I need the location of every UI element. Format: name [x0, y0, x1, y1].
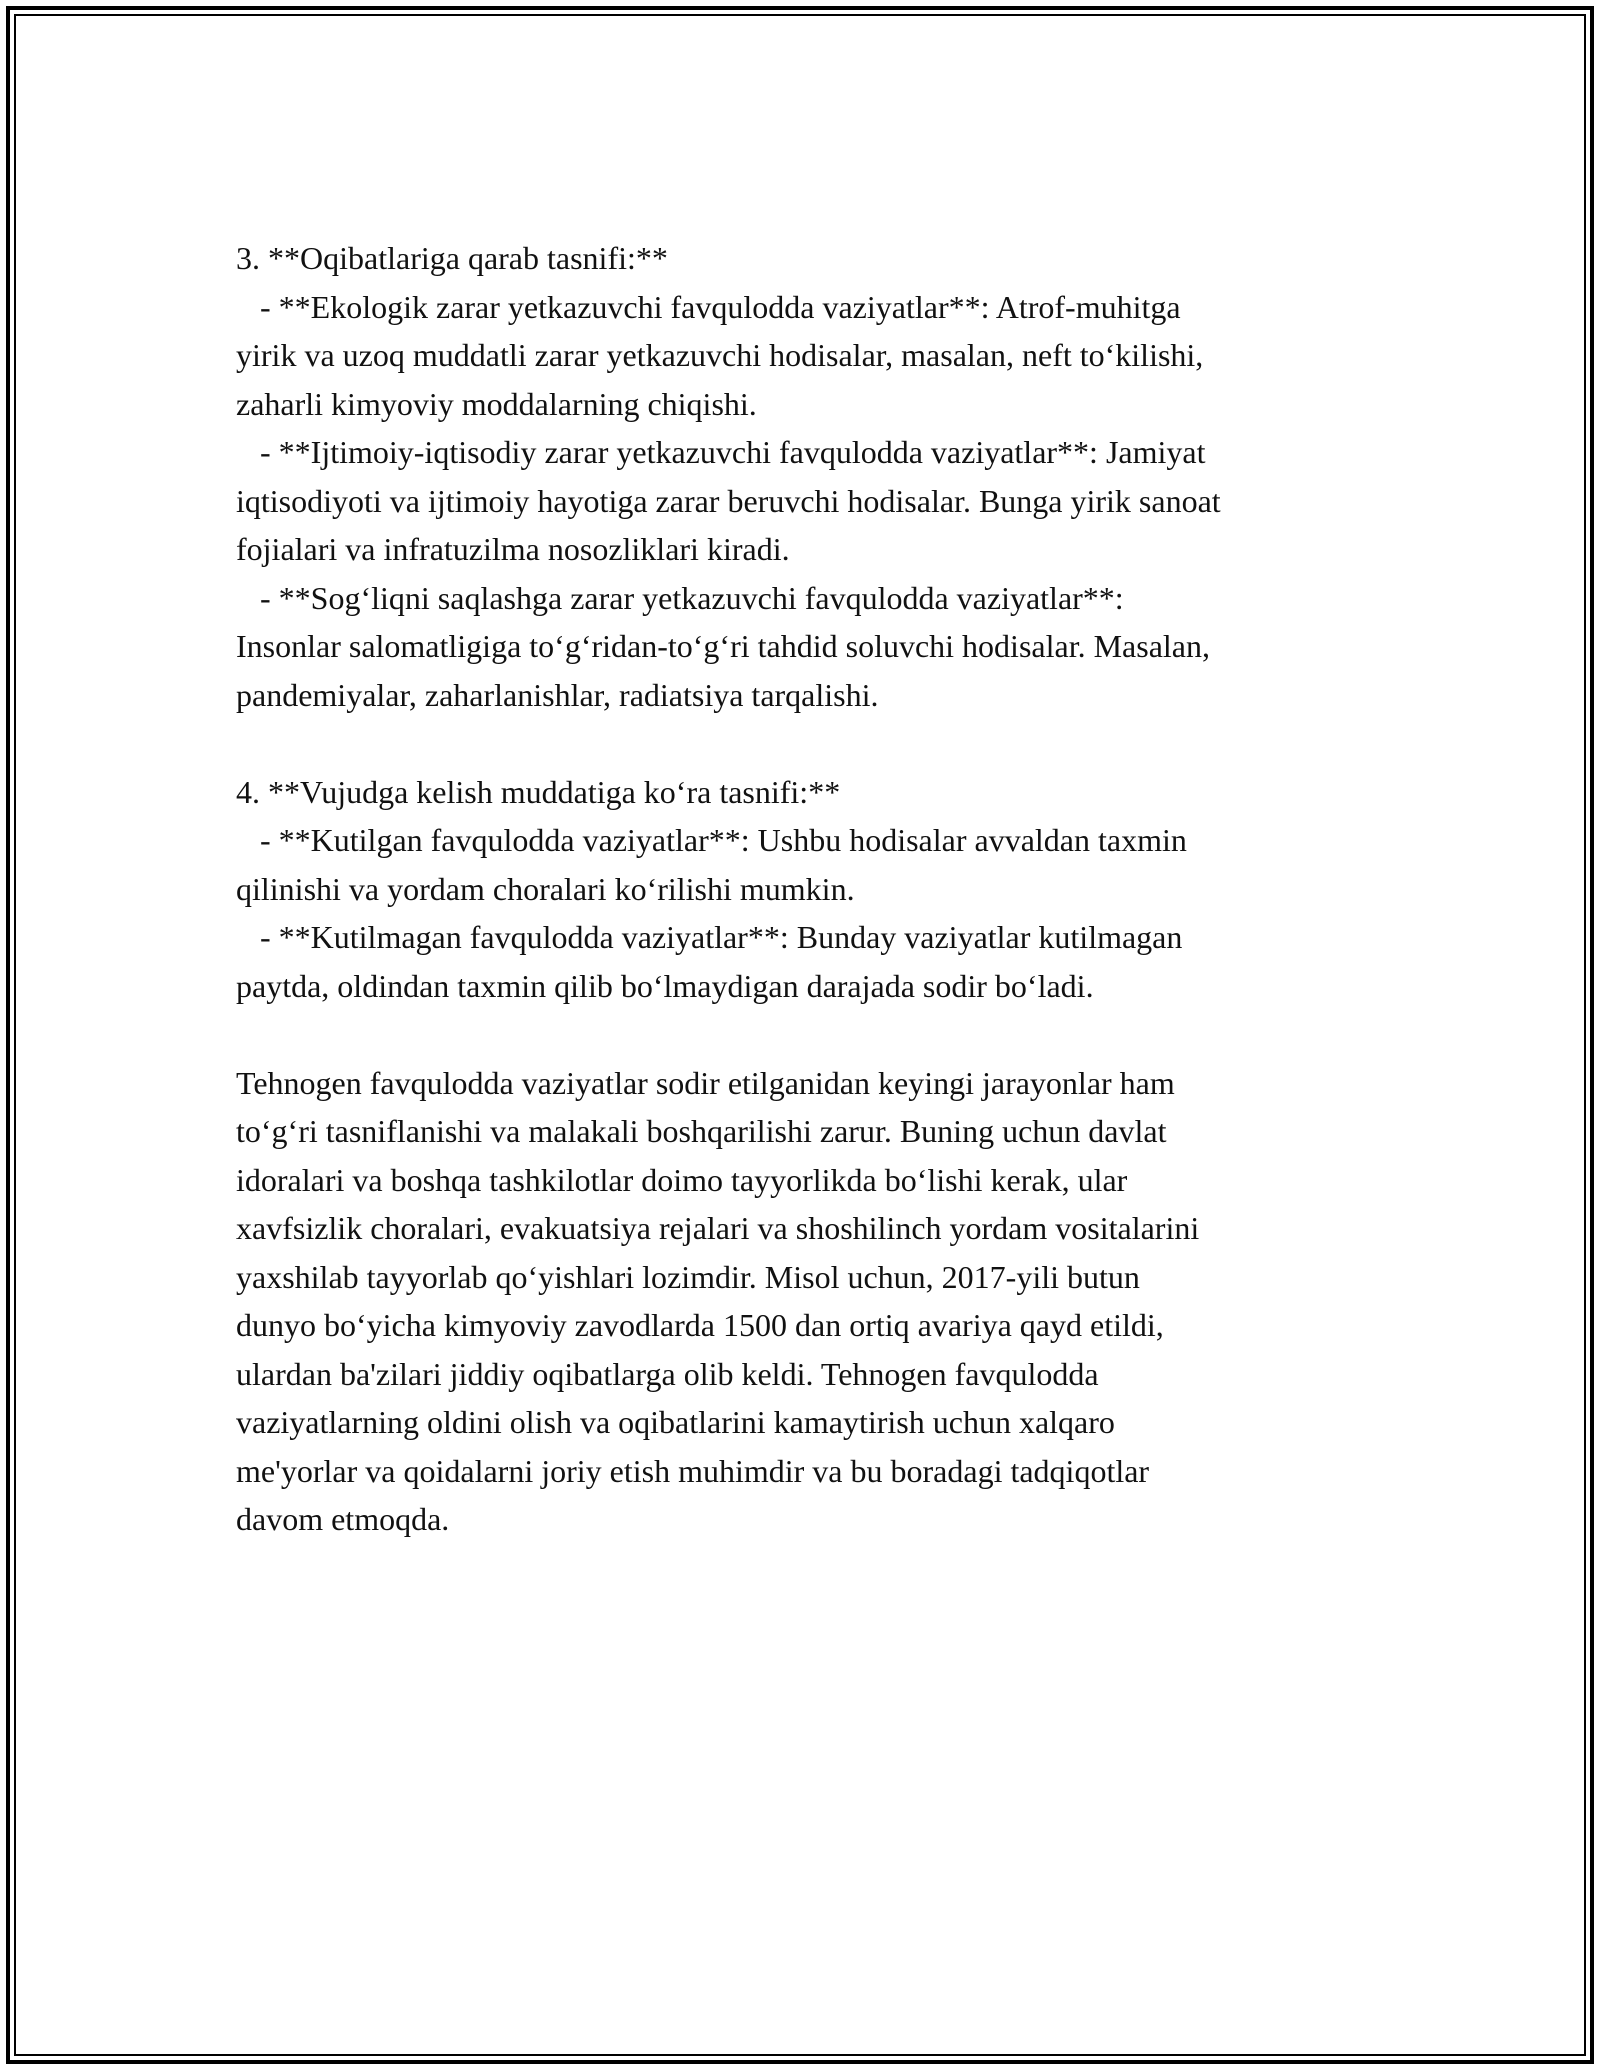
conclusion-line: me'yorlar va qoidalarni joriy etish muhimdir va bu boradagi tadqiqotlar — [236, 1452, 1150, 1489]
section-3-line: zaharli kimyoviy moddalarning chiqishi. — [236, 385, 757, 422]
conclusion-line: to‘g‘ri tasniflanishi va malakali boshqarilishi zarur. Buning uchun davlat — [236, 1113, 1167, 1149]
conclusion-line: vaziyatlarning oldini olish va oqibatlarini kamaytirish uchun xalqaro — [236, 1404, 1115, 1440]
section-4-line: - **Kutilmagan favqulodda vaziyatlar**: Bunday vaziyatlar kutilmagan — [236, 919, 1183, 955]
section-4-heading: 4. **Vujudga kelish muddatiga ko‘ra tasnifi:** — [236, 773, 841, 810]
conclusion-line: davom etmoqda. — [236, 1501, 450, 1537]
section-3-line: - **Ekologik zarar yetkazuvchi favqulodda vaziyatlar**: Atrof-muhitga — [236, 288, 1181, 325]
paragraph-gap — [236, 719, 1376, 768]
section-4-line: qilinishi va yordam choralari ko‘rilishi mumkin. — [236, 870, 855, 907]
section-3-line: iqtisodiyoti va ijtimoiy hayotiga zarar beruvchi hodisalar. Bunga yirik sanoat — [236, 482, 1221, 519]
paragraph-gap — [236, 1010, 1376, 1059]
section-4-line: - **Kutilgan favqulodda vaziyatlar**: Ushbu hodisalar avvaldan taxmin — [236, 822, 1187, 858]
section-3-line: - **Sog‘liqni saqlashga zarar yetkazuvchi favqulodda vaziyatlar**: — [236, 579, 1124, 616]
conclusion-line: dunyo bo‘yicha kimyoviy zavodlarda 1500 dan ortiq avariya qayd etildi, — [236, 1307, 1164, 1343]
conclusion-line: ulardan ba'zilari jiddiy oqibatlarga olib keldi. Tehnogen favqulodda — [236, 1355, 1099, 1392]
section-4 — [236, 768, 1376, 1011]
document-body — [236, 234, 1376, 1544]
section-4-line: paytda, oldindan taxmin qilib bo‘lmaydigan darajada sodir bo‘ladi. — [236, 967, 1094, 1004]
section-3 — [236, 234, 1376, 719]
section-3-line: yirik va uzoq muddatli zarar yetkazuvchi hodisalar, masalan, neft to‘kilishi, — [236, 337, 1204, 373]
conclusion-paragraph — [236, 1059, 1376, 1544]
section-3-heading: 3. **Oqibatlariga qarab tasnifi:** — [236, 240, 668, 276]
section-3-line: - **Ijtimoiy-iqtisodiy zarar yetkazuvchi favqulodda vaziyatlar**: Jamiyat — [236, 434, 1206, 470]
section-3-line: Insonlar salomatligiga to‘g‘ridan-to‘g‘ri tahdid soluvchi hodisalar. Masalan, — [236, 628, 1210, 664]
conclusion-line: yaxshilab tayyorlab qo‘yishlari lozimdir. Misol uchun, 2017-yili butun — [236, 1258, 1140, 1295]
conclusion-line: idoralari va boshqa tashkilotlar doimo tayyorlikda bo‘lishi kerak, ular — [236, 1161, 1128, 1198]
section-3-line: fojialari va infratuzilma nosozliklari kiradi. — [236, 531, 790, 567]
conclusion-line: Tehnogen favqulodda vaziyatlar sodir etilganidan keyingi jarayonlar ham — [236, 1064, 1175, 1101]
section-3-line: pandemiyalar, zaharlanishlar, radiatsiya tarqalishi. — [236, 676, 879, 713]
conclusion-line: xavfsizlik choralari, evakuatsiya rejalari va shoshilinch yordam vositalarini — [236, 1210, 1200, 1246]
